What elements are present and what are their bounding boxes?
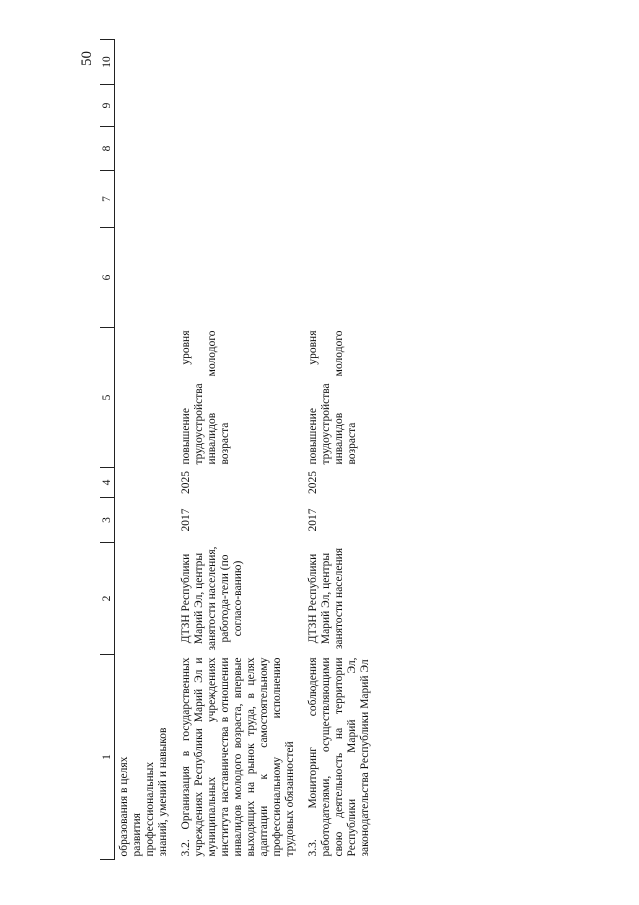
- cell-empty: [115, 171, 177, 228]
- column-header-7: 7: [100, 171, 115, 228]
- cell-result: повышение уровня трудоустройства инвалидов молодого возраста: [307, 330, 358, 465]
- table-row: [176, 40, 303, 860]
- column-header-9: 9: [100, 85, 115, 127]
- rotated-page-content: [100, 40, 610, 860]
- table-row: [303, 40, 378, 860]
- cell-executor: ДТЗН Республики Марий Эл, центры занятости населения, работода-тели (по согласо-ванию): [180, 546, 244, 651]
- cell-executor: ДТЗН Республики Марий Эл, центры занятости населения: [307, 547, 345, 650]
- column-header-2: 2: [100, 543, 115, 655]
- cell-empty: [176, 127, 303, 171]
- cell-end-year: 2025: [180, 471, 192, 494]
- cell-start-year: 2017: [180, 508, 192, 532]
- cell-end-year: 2025: [307, 471, 319, 494]
- column-header-1: 1: [100, 655, 115, 860]
- column-header-5: 5: [100, 328, 115, 468]
- cell-empty: [303, 85, 378, 127]
- cell-empty: [176, 228, 303, 328]
- measures-table: [100, 39, 378, 860]
- cell-start-year: [115, 498, 177, 543]
- cell-empty: [303, 228, 378, 328]
- cell-measure: 3.2. Организация в государственных учреждениях Республики Марий Эл и муниципальных учреждениях института наставничества в отношении инвалидов молодого возраста, впервые выходящих на рынок труда, в целях адаптации к самостоятельному профессиональному исполнению трудовых обязанностей: [180, 657, 296, 857]
- cell-empty: [176, 40, 303, 85]
- cell-measure: 3.3. Мониторинг соблюдения работодателями, осуществляющими свою деятельность на территории Республики Марий Эл, законодательства Республики Марий Эл: [307, 657, 371, 857]
- page-number: 50: [79, 51, 95, 67]
- column-header-8: 8: [100, 127, 115, 171]
- cell-measure: образования в целях развития профессиональных знаний, умений и навыков: [118, 727, 169, 857]
- table-header-row: [100, 40, 115, 860]
- column-header-6: 6: [100, 228, 115, 328]
- cell-end-year: [115, 468, 177, 498]
- cell-start-year: 2017: [307, 508, 319, 532]
- cell-empty: [303, 127, 378, 171]
- cell-empty: [115, 85, 177, 127]
- column-header-10: 10: [100, 40, 115, 85]
- cell-result: [115, 328, 177, 468]
- cell-empty: [115, 127, 177, 171]
- cell-empty: [115, 40, 177, 85]
- cell-result: повышение уровня трудоустройства инвалидов молодого возраста: [180, 330, 231, 465]
- cell-empty: [303, 40, 378, 85]
- cell-empty: [176, 85, 303, 127]
- table-row: [115, 40, 177, 860]
- cell-empty: [115, 228, 177, 328]
- column-header-3: 3: [100, 498, 115, 543]
- column-header-4: 4: [100, 468, 115, 498]
- cell-executor: [115, 543, 177, 655]
- cell-empty: [176, 171, 303, 228]
- cell-empty: [303, 171, 378, 228]
